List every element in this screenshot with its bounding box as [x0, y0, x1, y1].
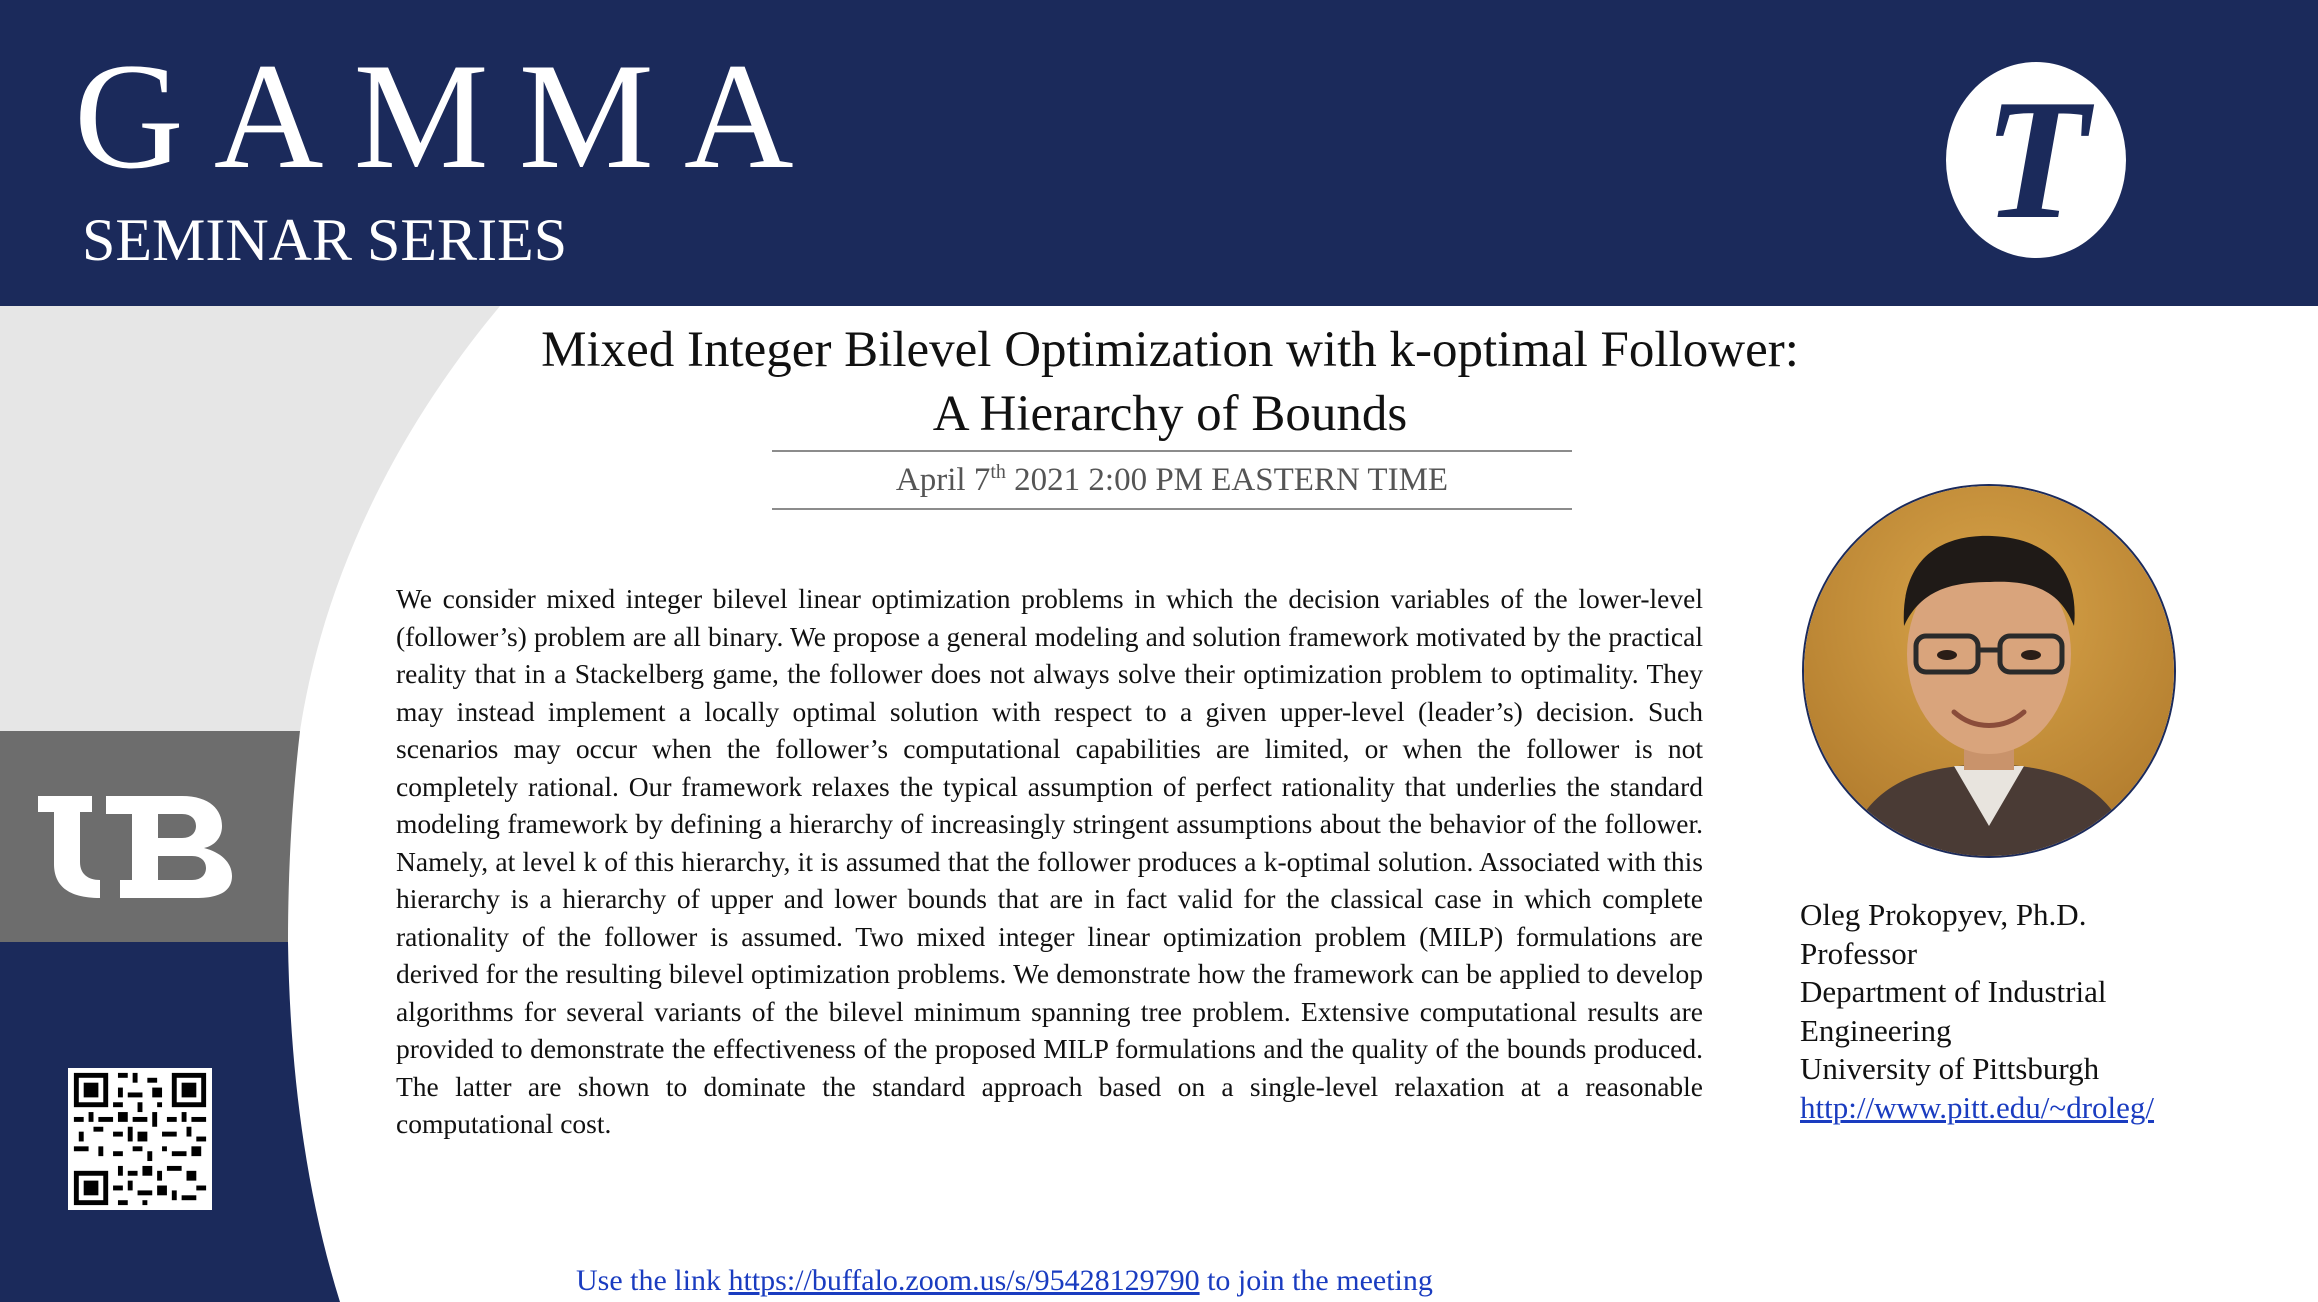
qr-code-pattern — [68, 1068, 212, 1210]
series-name: GAMMA — [74, 32, 824, 200]
date-ordinal: th — [990, 461, 1006, 483]
speaker-department-line1: Department of Industrial — [1800, 974, 2107, 1009]
gamma-logo — [1946, 62, 2126, 258]
speaker-photo — [1802, 484, 2176, 858]
qr-code[interactable] — [68, 1068, 212, 1210]
date-rule-bottom — [772, 508, 1572, 510]
talk-title-line2: A Hierarchy of Bounds — [932, 386, 1408, 442]
speaker-info — [1800, 896, 2270, 1127]
talk-title-line1: Mixed Integer Bilevel Optimization with k-optimal Follower: — [541, 322, 1799, 378]
date-month-day: April 7 — [895, 462, 991, 498]
speaker-name: Oleg Prokopyev, Ph.D. — [1800, 897, 2087, 932]
speaker-department-line2: Engineering — [1800, 1012, 1952, 1048]
gamma-logo-letter: T — [1983, 65, 2089, 255]
join-prefix: Use the link — [576, 1264, 729, 1297]
speaker-title: Professor — [1800, 935, 1918, 971]
zoom-meeting-link[interactable]: https://buffalo.zoom.us/s/95428129790 — [728, 1264, 1200, 1297]
series-subtitle: SEMINAR SERIES — [82, 207, 568, 273]
date-time: 2021 2:00 PM EASTERN TIME — [1005, 462, 1449, 498]
talk-title — [460, 318, 1880, 446]
ub-logo-b — [106, 796, 232, 898]
join-meeting-line — [576, 1262, 1433, 1300]
speaker-portrait-illustration — [1804, 486, 2174, 856]
event-date — [772, 458, 1572, 502]
ub-logo-u — [38, 796, 100, 898]
abstract-text: We consider mixed integer bilevel linear optimization problems in which the decision variables of the lower-level (follower’s) problem are all binary. We propose a general modeling and solution framework motivated by the practical reality that in a Stackelberg game, the follower does not always solve their optimization problem to optimality. They may instead implement a locally optimal solution with respect to a given upper-level (leader’s) decision. Such scenarios may occur when the follower’s computational capabilities are limited, or when the follower is not completely rational. Our framework relaxes the typical assumption of perfect rationality that underlies the standard modeling framework by defining a hierarchy of increasingly stringent assumptions about the behavior of the follower. Namely, at level k of this hierarchy, it is assumed that the follower produces a k-optimal solution. Associated with this hierarchy is a hierarchy of upper and lower bounds that are in fact valid for the classical case in which complete rationality of the follower is assumed. Two mixed integer linear optimization problem (MILP) formulations are derived for the resulting bilevel optimization problems. We demonstrate how the framework can be applied to develop algorithms for several variants of the bilevel minimum spanning tree problem. Extensive computational results are provided to demonstrate the effectiveness of the proposed MILP formulations and the quality of the bounds produced. The latter are shown to dominate the standard approach based on a single-level relaxation at a reasonable computational cost. — [396, 583, 1703, 1139]
join-suffix: to join the meeting — [1199, 1264, 1433, 1297]
date-rule-top — [772, 450, 1572, 452]
speaker-homepage-link[interactable]: http://www.pitt.edu/~droleg/ — [1800, 1089, 2155, 1125]
speaker-university: University of Pittsburgh — [1800, 1051, 2100, 1086]
ub-logo — [32, 792, 238, 902]
